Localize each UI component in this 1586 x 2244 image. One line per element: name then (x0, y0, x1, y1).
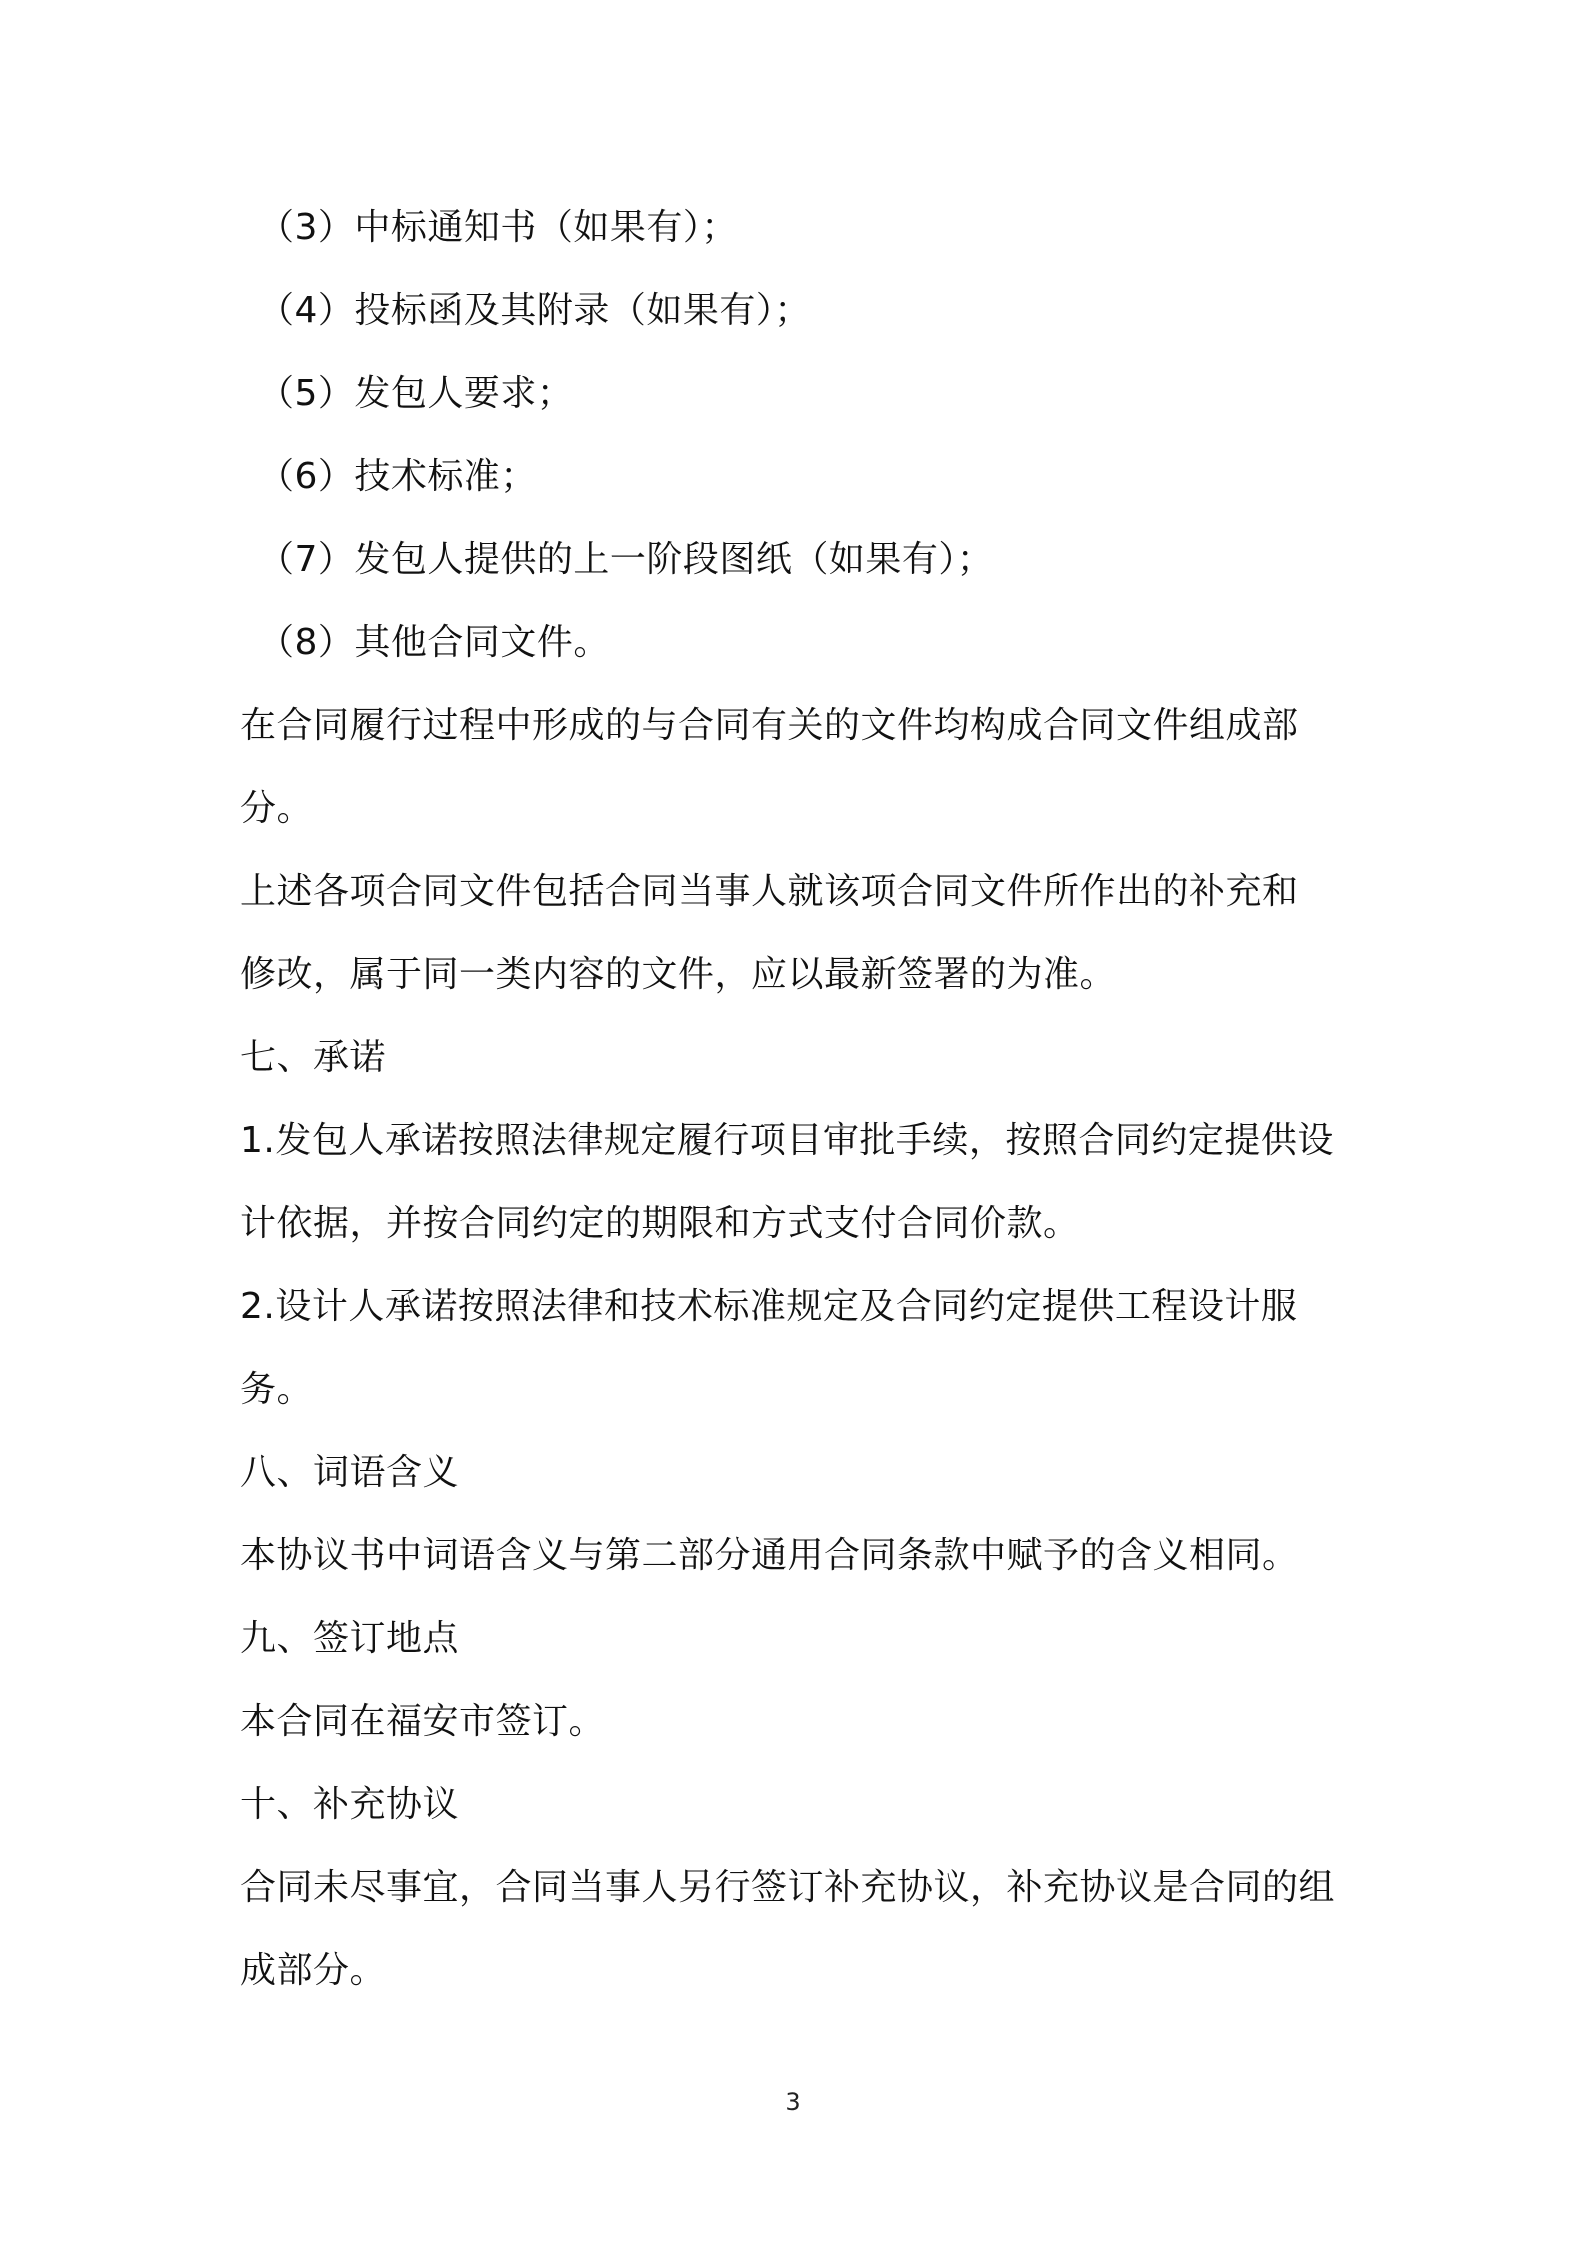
list-item-5: （5）发包人要求； (258, 373, 574, 414)
list-item-7: （7）发包人提供的上一阶段图纸（如果有）； (258, 539, 994, 580)
section-10-text-line-1: 合同未尽事宜，合同当事人另行签订补充协议，补充协议是合同的组 (240, 1867, 1336, 1908)
list-item-6: （6）技术标准； (258, 456, 537, 497)
section-8-heading: 八、词语含义 (240, 1452, 460, 1493)
section-9-heading: 九、签订地点 (240, 1618, 460, 1659)
paragraph-supplements-line-1: 上述各项合同文件包括合同当事人就该项合同文件所作出的补充和 (240, 871, 1299, 912)
page-number: 3 (785, 2088, 801, 2116)
paragraph-performance-line-1: 在合同履行过程中形成的与合同有关的文件均构成合同文件组成部 (240, 705, 1299, 746)
section-8-text: 本协议书中词语含义与第二部分通用合同条款中赋予的含义相同。 (240, 1535, 1299, 1576)
section-9-text: 本合同在福安市签订。 (240, 1701, 606, 1742)
section-7-item-2-line-2: 务。 (240, 1369, 314, 1410)
section-10-text-line-2: 成部分。 (240, 1950, 387, 1991)
section-7-item-1-line-2: 计依据，并按合同约定的期限和方式支付合同价款。 (240, 1203, 1080, 1244)
list-item-4: （4）投标函及其附录（如果有）； (258, 290, 811, 331)
section-7-item-2-line-1: 2.设计人承诺按照法律和技术标准规定及合同约定提供工程设计服 (240, 1286, 1298, 1327)
section-7-item-1-line-1: 1.发包人承诺按照法律规定履行项目审批手续，按照合同约定提供设 (240, 1120, 1334, 1161)
paragraph-performance-line-2: 分。 (240, 788, 314, 829)
section-10-heading: 十、补充协议 (240, 1784, 460, 1825)
list-item-3: （3）中标通知书（如果有）； (258, 207, 738, 248)
section-7-heading: 七、承诺 (240, 1037, 387, 1078)
paragraph-supplements-line-2: 修改，属于同一类内容的文件，应以最新签署的为准。 (240, 954, 1117, 995)
list-item-8: （8）其他合同文件。 (258, 622, 610, 663)
